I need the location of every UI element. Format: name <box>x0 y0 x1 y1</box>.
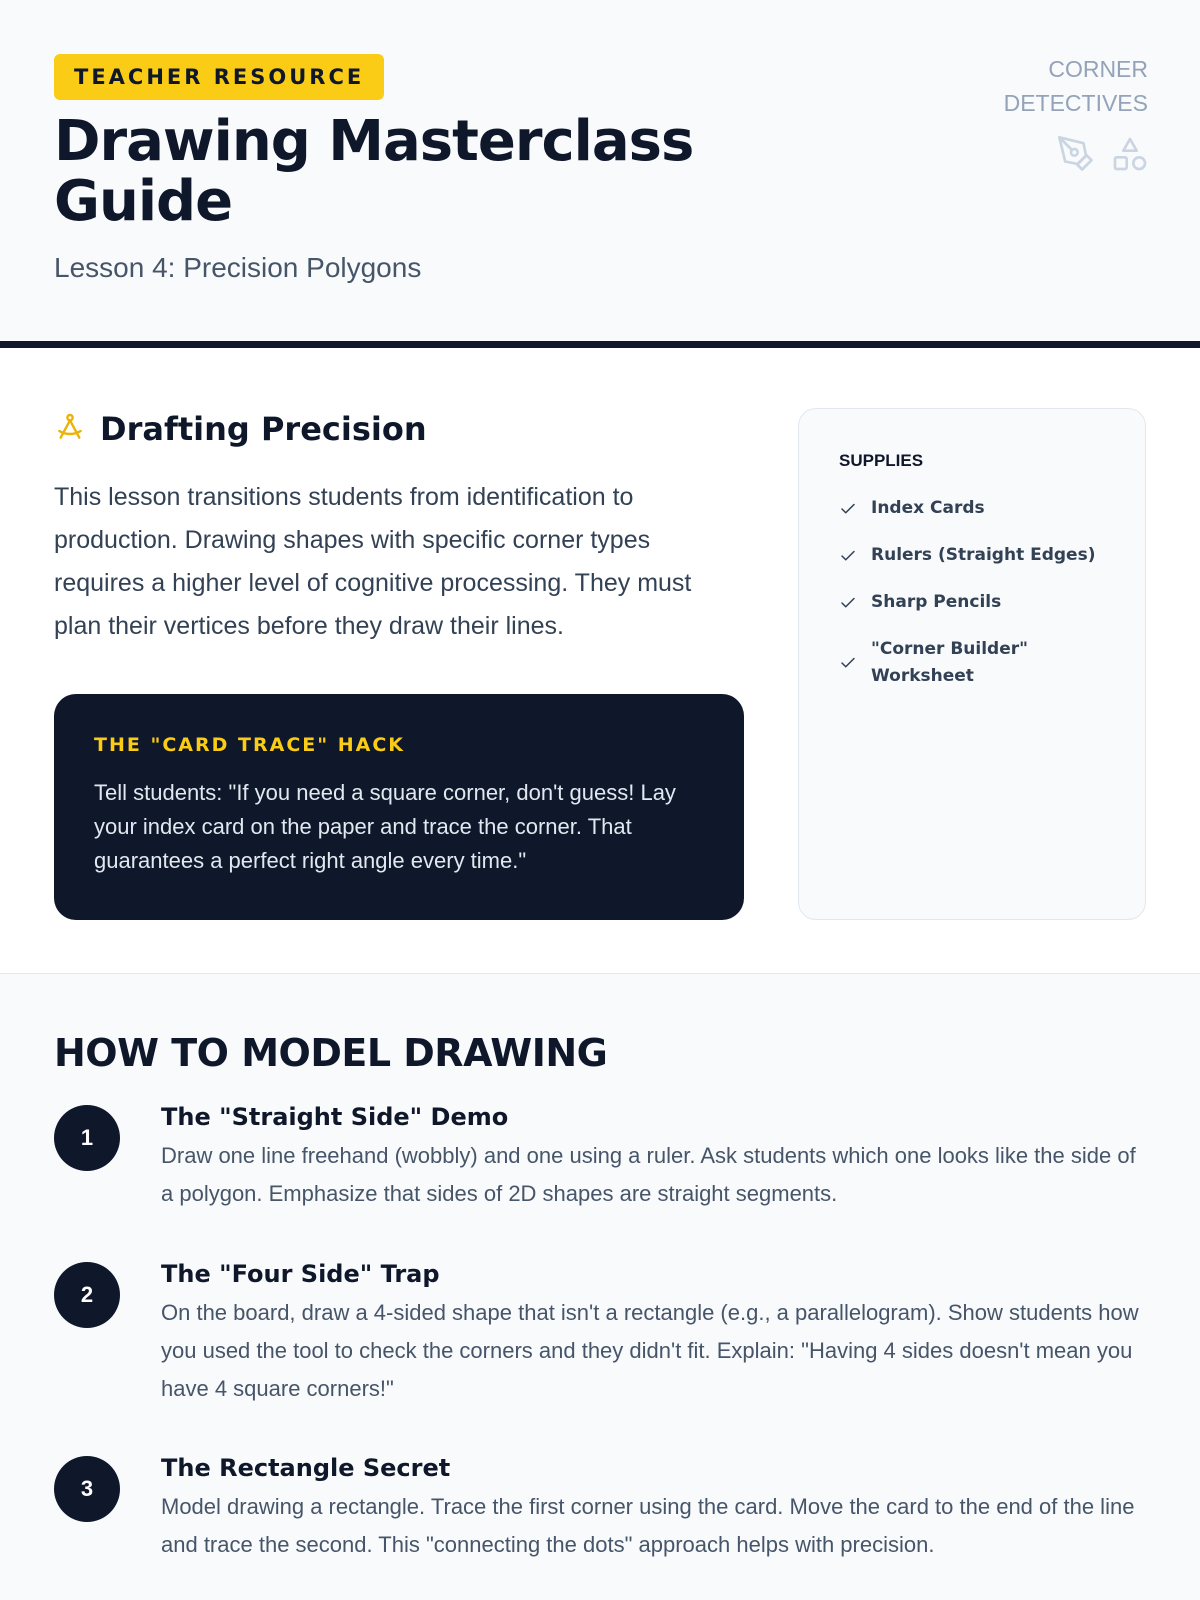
tip-callout <box>54 694 744 920</box>
list-item <box>839 636 1105 690</box>
step-body <box>161 1452 1151 1564</box>
supply-label: Sharp Pencils <box>871 592 1002 612</box>
step-number: 3 <box>54 1456 120 1522</box>
resource-badge: TEACHER RESOURCE <box>54 54 384 100</box>
how-to-section <box>0 975 1200 1600</box>
shapes-icon <box>1110 134 1150 174</box>
step-text: On the board, draw a 4-sided shape that isn't a rectangle (e.g., a parallelogram). Show students how you used the tool to check the corners and they didn't fit. Explain: "Having 4 sides doesn't mean you have 4 square corners!" <box>161 1300 1139 1401</box>
supplies-title: SUPPLIES <box>839 451 924 470</box>
list-item <box>839 542 1105 569</box>
supply-label: "Corner Builder" Worksheet <box>871 639 1028 686</box>
list-item <box>839 589 1105 616</box>
brand-line-2: DETECTIVES <box>1003 90 1148 116</box>
check-icon <box>839 547 857 565</box>
brand-line-1: CORNER <box>1048 56 1148 82</box>
supply-label: Rulers (Straight Edges) <box>871 545 1096 565</box>
step-text: Draw one line freehand (wobbly) and one using a ruler. Ask students which one looks like the side of a polygon. Emphasize that sides of 2D shapes are straight segments. <box>161 1143 1136 1206</box>
section-title: Drafting Precision <box>100 410 427 448</box>
brand-name <box>928 52 1148 120</box>
section-heading <box>54 410 427 448</box>
list-item <box>839 495 1105 522</box>
intro-paragraph: This lesson transitions students from identification to production. Drawing shapes with specific corner types requires a higher level of cognitive processing. They must plan their vertices before they draw their lines. <box>54 483 692 640</box>
page-header <box>0 0 1200 348</box>
intro-section <box>0 348 1200 974</box>
step-body <box>161 1258 1151 1408</box>
step-title: The "Four Side" Trap <box>161 1260 440 1288</box>
page-title: Drawing Masterclass Guide <box>54 109 694 234</box>
step-title: The Rectangle Secret <box>161 1454 451 1482</box>
supply-label: Index Cards <box>871 498 985 518</box>
supply-list <box>839 495 1105 690</box>
check-icon <box>839 594 857 612</box>
pen-tool-icon <box>1056 134 1096 174</box>
step-number: 1 <box>54 1105 120 1171</box>
step-body <box>161 1101 1151 1213</box>
how-to-title: HOW TO MODEL DRAWING <box>54 1031 608 1075</box>
brand-icons <box>1056 134 1150 174</box>
page-subtitle: Lesson 4: Precision Polygons <box>54 252 422 283</box>
step-number: 2 <box>54 1262 120 1328</box>
check-icon <box>839 500 857 518</box>
tip-text: Tell students: "If you need a square corner, don't guess! Lay your index card on the paper and trace the corner. That guarantees a perfect right angle every time." <box>94 780 676 873</box>
supplies-card <box>798 408 1146 920</box>
compass-icon <box>54 411 86 447</box>
step-text: Model drawing a rectangle. Trace the first corner using the card. Move the card to the end of the line and trace the second. This "connecting the dots" approach helps with precision. <box>161 1494 1135 1557</box>
tip-title: THE "CARD TRACE" HACK <box>94 734 406 756</box>
check-icon <box>839 654 857 672</box>
step-title: The "Straight Side" Demo <box>161 1103 509 1131</box>
